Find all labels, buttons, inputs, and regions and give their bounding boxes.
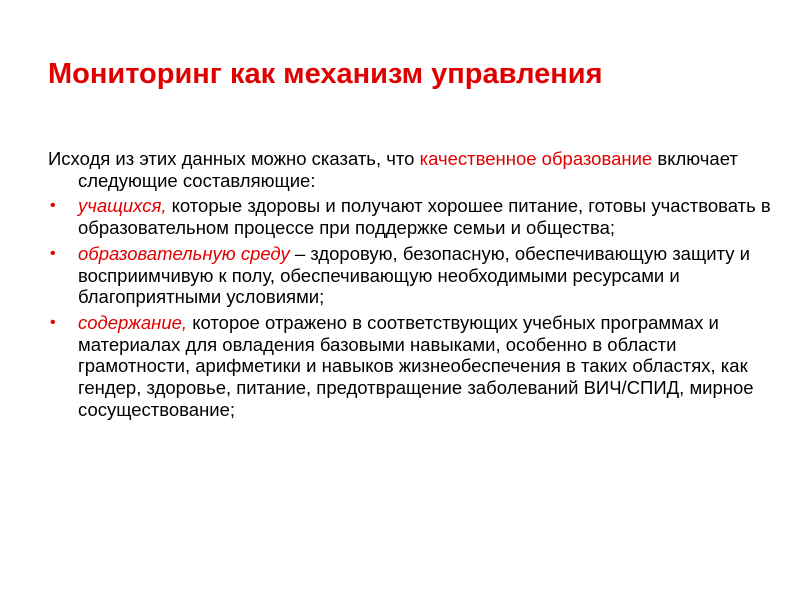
bullet-dot-icon: • <box>50 197 56 215</box>
bullet-item-environment <box>48 243 778 308</box>
slide-body <box>48 148 778 420</box>
intro-highlight: качественное образование <box>419 148 653 169</box>
bullet-text: – здоровую, безопасную, обеспечивающую защиту и восприимчивую к полу, обеспечивающую необходимыми ресурсами и благоприятными условиями; <box>78 242 750 308</box>
bullet-text: которые здоровы и получают хорошее питание, готовы участвовать в образовательном процессе при поддержке семьи и общества; <box>78 195 771 239</box>
bullet-lead: образовательную среду <box>78 242 290 264</box>
bullet-item-students <box>48 195 778 238</box>
intro-paragraph <box>48 148 778 191</box>
intro-text-after: включает следующие составляющие: <box>78 148 738 191</box>
bullet-lead: учащихся, <box>78 195 167 217</box>
bullet-dot-icon: • <box>50 313 56 331</box>
intro-text-before: Исходя из этих данных можно сказать, что <box>48 148 420 169</box>
bullet-text: которое отражено в соответствующих учебных программах и материалах для овладения базовыми навыками, особенно в области грамотности, арифметики и навыков жизнеобеспечения в таких областях, как гендер, здоровье, питание, предотвращение заболеваний ВИЧ/СПИД, мирное сосуществование; <box>78 311 754 420</box>
bullet-list <box>48 195 778 420</box>
bullet-item-content <box>48 312 778 421</box>
bullet-dot-icon: • <box>50 244 56 262</box>
slide-title: Мониторинг как механизм управления <box>48 58 603 90</box>
bullet-lead: содержание, <box>78 311 188 333</box>
